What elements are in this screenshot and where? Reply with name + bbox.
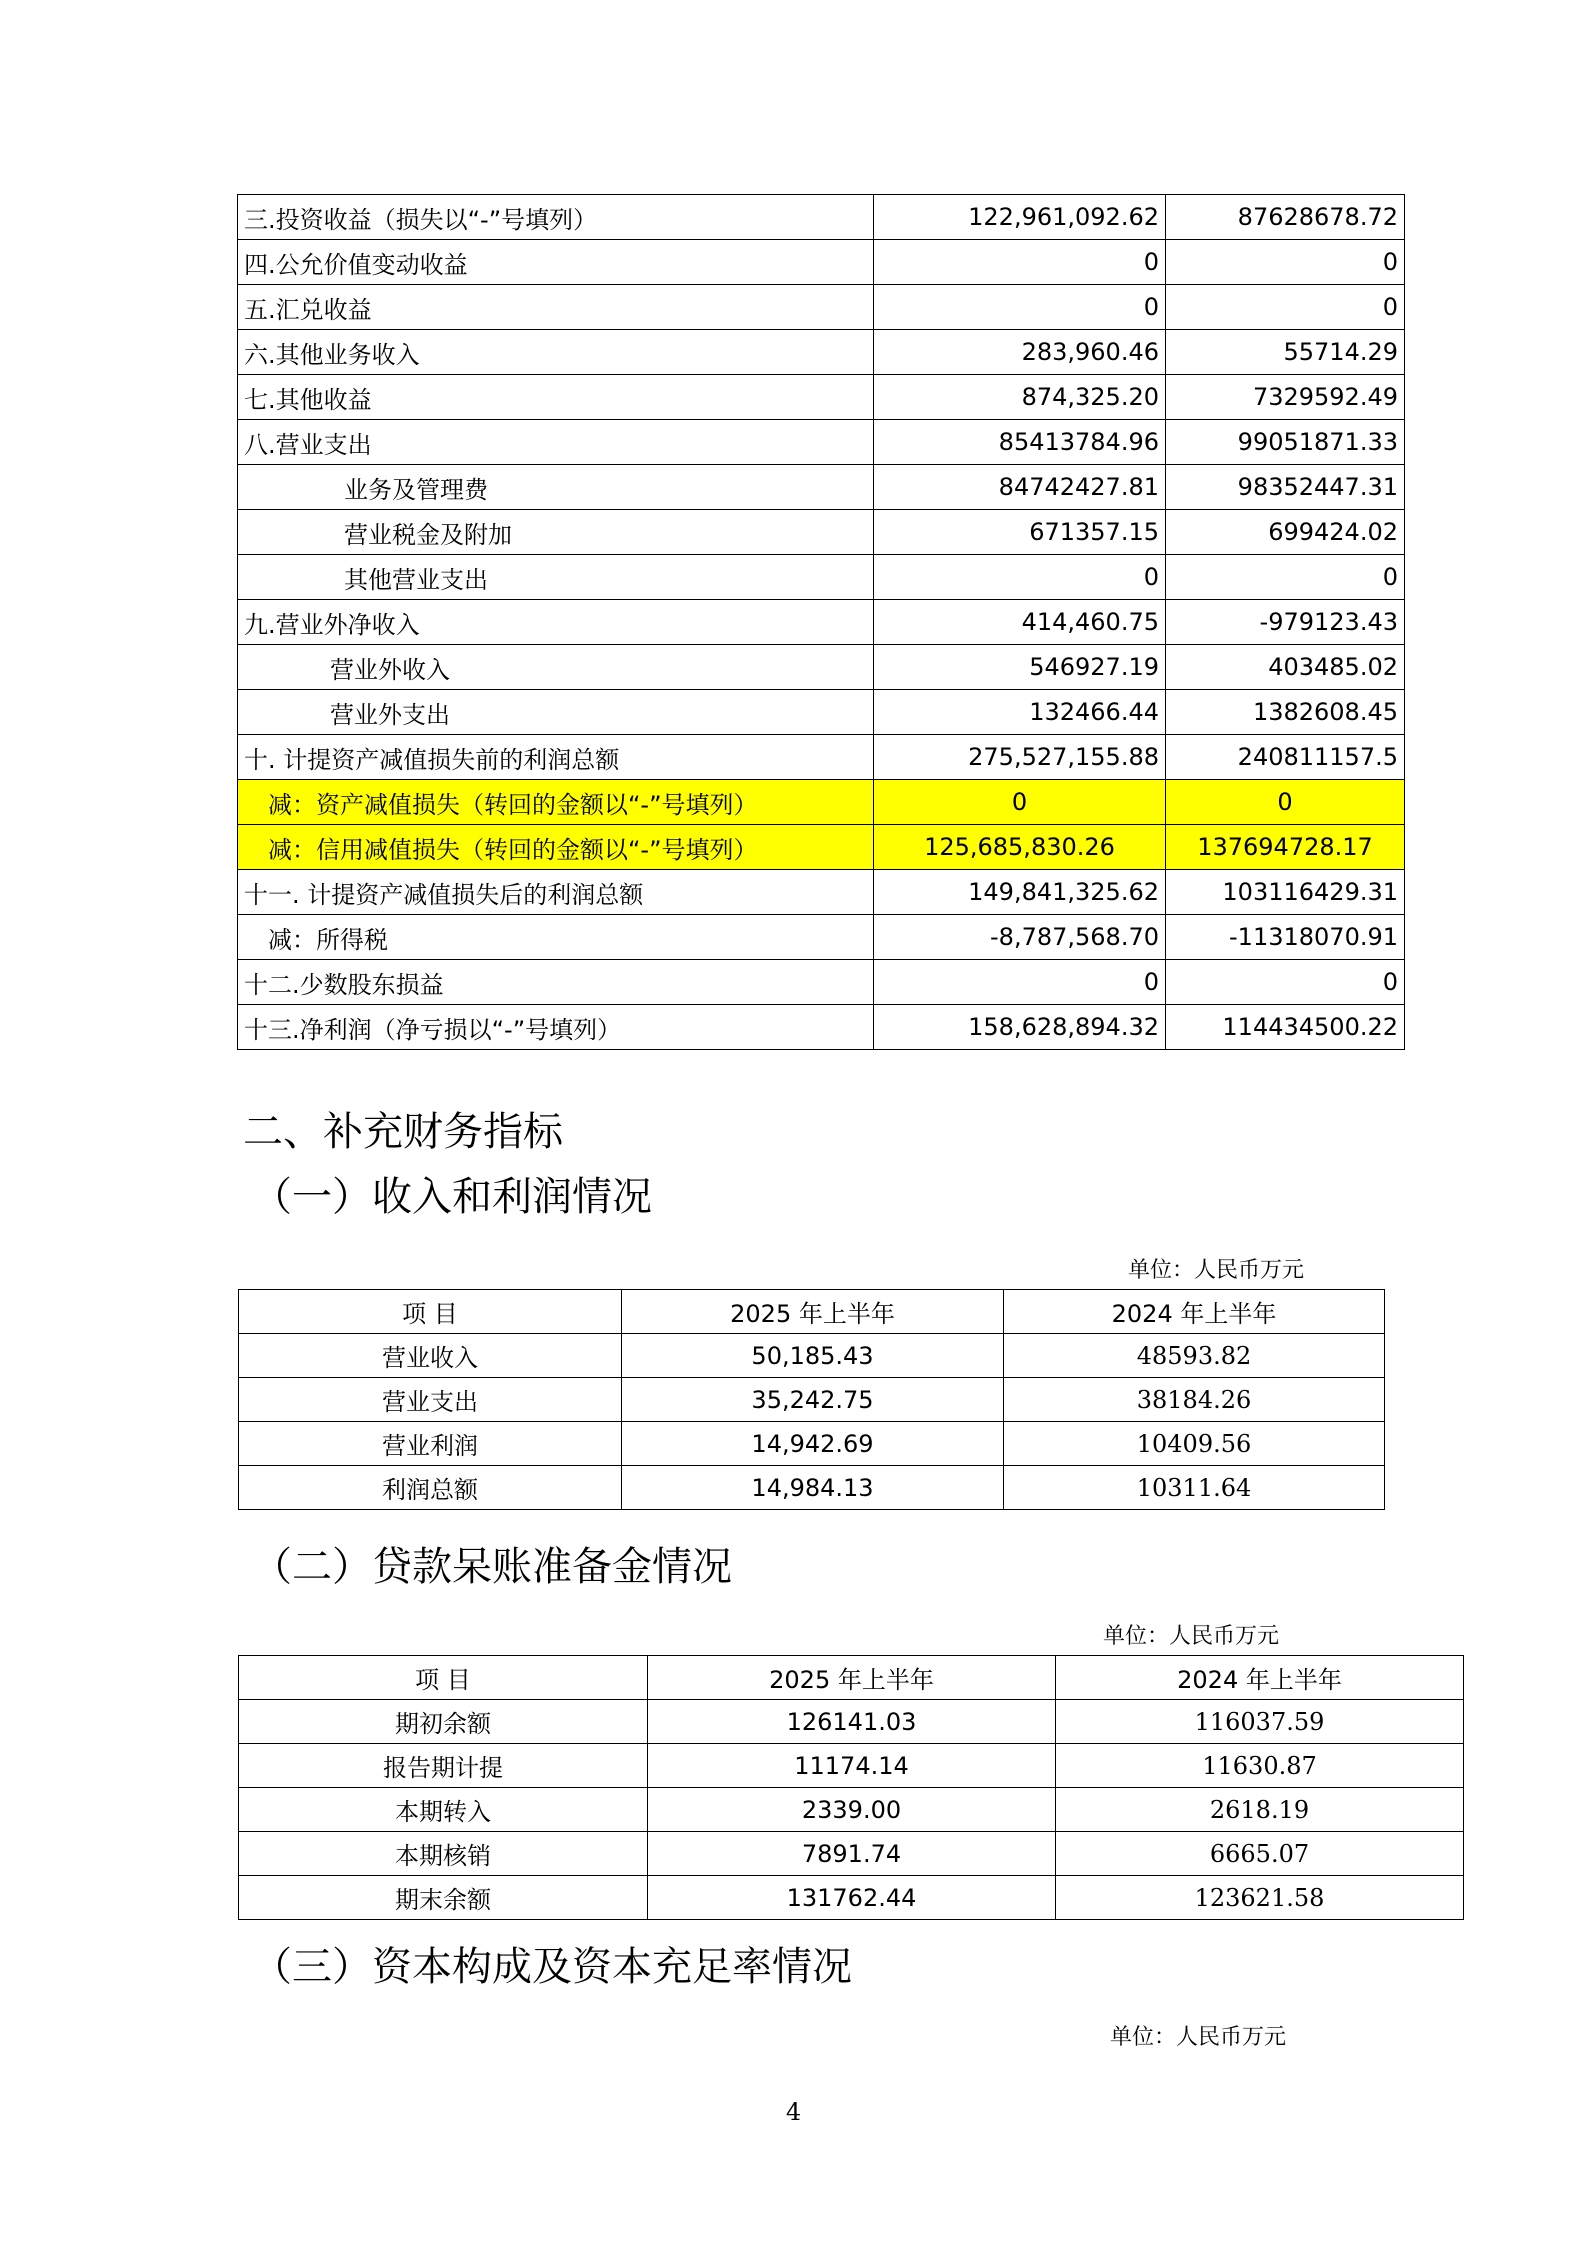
row-label: 业务及管理费 <box>238 465 874 510</box>
row-label: 营业税金及附加 <box>238 510 874 555</box>
section-title-supplementary: 二、补充财务指标 <box>243 1109 563 1155</box>
value-2025: 546927.19 <box>874 645 1166 690</box>
value-2024: -11318070.91 <box>1166 915 1405 960</box>
loan-provision-unit: 单位：人民币万元 <box>1103 1624 1280 1649</box>
column-header: 2024 年上半年 <box>1004 1290 1385 1334</box>
value-2025: 11174.14 <box>648 1744 1056 1788</box>
table-row <box>238 510 1405 555</box>
row-label: 期末余额 <box>239 1876 648 1920</box>
table-row <box>238 735 1405 780</box>
value-2024: 0 <box>1166 780 1405 825</box>
value-2024: 403485.02 <box>1166 645 1405 690</box>
value-2024: 2618.19 <box>1056 1788 1464 1832</box>
value-2024: 10311.64 <box>1004 1466 1385 1510</box>
row-label: 五.汇兑收益 <box>238 285 874 330</box>
value-2024: 699424.02 <box>1166 510 1405 555</box>
row-label: 利润总额 <box>239 1466 622 1510</box>
value-2025: 132466.44 <box>874 690 1166 735</box>
table-row <box>238 780 1405 825</box>
column-header: 2024 年上半年 <box>1056 1656 1464 1700</box>
page-number: 4 <box>785 2098 802 2126</box>
row-label: 营业外收入 <box>238 645 874 690</box>
table-row <box>239 1788 1464 1832</box>
table-row <box>238 645 1405 690</box>
value-2025: 50,185.43 <box>622 1334 1004 1378</box>
column-header: 项 目 <box>239 1656 648 1700</box>
table-row <box>238 960 1405 1005</box>
income-profit-title: （一）收入和利润情况 <box>252 1174 652 1220</box>
row-label: 十三.净利润（净亏损以“-”号填列） <box>238 1005 874 1050</box>
table-row <box>239 1378 1385 1422</box>
header-row <box>239 1656 1464 1700</box>
table-row <box>238 555 1405 600</box>
table-row <box>239 1334 1385 1378</box>
table-row <box>239 1700 1464 1744</box>
loan-provision-table <box>238 1655 1464 1920</box>
row-label: 减：资产减值损失（转回的金额以“-”号填列） <box>238 780 874 825</box>
value-2025: 14,942.69 <box>622 1422 1004 1466</box>
value-2024: 1382608.45 <box>1166 690 1405 735</box>
row-label: 营业外支出 <box>238 690 874 735</box>
row-label: 四.公允价值变动收益 <box>238 240 874 285</box>
value-2024: 103116429.31 <box>1166 870 1405 915</box>
value-2024: 137694728.17 <box>1166 825 1405 870</box>
value-2025: 874,325.20 <box>874 375 1166 420</box>
row-label: 八.营业支出 <box>238 420 874 465</box>
income-profit-unit: 单位：人民币万元 <box>1128 1258 1305 1283</box>
value-2024: 114434500.22 <box>1166 1005 1405 1050</box>
income-profit-table <box>238 1289 1385 1510</box>
table-row <box>238 195 1405 240</box>
row-label: 十. 计提资产减值损失前的利润总额 <box>238 735 874 780</box>
value-2024: 116037.59 <box>1056 1700 1464 1744</box>
table-row <box>238 420 1405 465</box>
income-statement-table <box>237 194 1405 1050</box>
value-2025: 0 <box>874 780 1166 825</box>
value-2025: 158,628,894.32 <box>874 1005 1166 1050</box>
value-2024: 11630.87 <box>1056 1744 1464 1788</box>
value-2024: 10409.56 <box>1004 1422 1385 1466</box>
value-2025: 125,685,830.26 <box>874 825 1166 870</box>
value-2024: 123621.58 <box>1056 1876 1464 1920</box>
capital-title: （三）资本构成及资本充足率情况 <box>252 1944 852 1990</box>
row-label: 本期转入 <box>239 1788 648 1832</box>
value-2025: 275,527,155.88 <box>874 735 1166 780</box>
table-row <box>238 600 1405 645</box>
table-row <box>239 1422 1385 1466</box>
value-2024: 48593.82 <box>1004 1334 1385 1378</box>
value-2025: 35,242.75 <box>622 1378 1004 1422</box>
row-label: 报告期计提 <box>239 1744 648 1788</box>
value-2025: 2339.00 <box>648 1788 1056 1832</box>
table-row <box>238 330 1405 375</box>
income-profit-body <box>239 1290 1385 1510</box>
value-2025: 0 <box>874 240 1166 285</box>
row-label: 营业利润 <box>239 1422 622 1466</box>
row-label: 本期核销 <box>239 1832 648 1876</box>
column-header: 2025 年上半年 <box>622 1290 1004 1334</box>
value-2024: 99051871.33 <box>1166 420 1405 465</box>
value-2025: 126141.03 <box>648 1700 1056 1744</box>
row-label: 减：所得税 <box>238 915 874 960</box>
table-row <box>239 1466 1385 1510</box>
row-label: 九.营业外净收入 <box>238 600 874 645</box>
value-2024: 0 <box>1166 555 1405 600</box>
value-2024: 0 <box>1166 960 1405 1005</box>
value-2024: 98352447.31 <box>1166 465 1405 510</box>
value-2025: 85413784.96 <box>874 420 1166 465</box>
table-row <box>238 240 1405 285</box>
table-row <box>238 825 1405 870</box>
table-row <box>239 1832 1464 1876</box>
value-2024: -979123.43 <box>1166 600 1405 645</box>
row-label: 其他营业支出 <box>238 555 874 600</box>
loan-provision-body <box>239 1656 1464 1920</box>
row-label: 营业收入 <box>239 1334 622 1378</box>
table-row <box>238 465 1405 510</box>
value-2025: 7891.74 <box>648 1832 1056 1876</box>
row-label: 三.投资收益（损失以“-”号填列） <box>238 195 874 240</box>
row-label: 十二.少数股东损益 <box>238 960 874 1005</box>
row-label: 七.其他收益 <box>238 375 874 420</box>
loan-provision-title: （二）贷款呆账准备金情况 <box>252 1544 732 1590</box>
value-2024: 240811157.5 <box>1166 735 1405 780</box>
table-row <box>238 285 1405 330</box>
value-2025: 122,961,092.62 <box>874 195 1166 240</box>
table-row <box>238 870 1405 915</box>
table-row <box>238 690 1405 735</box>
value-2024: 87628678.72 <box>1166 195 1405 240</box>
value-2025: 414,460.75 <box>874 600 1166 645</box>
table-row <box>239 1744 1464 1788</box>
table-row <box>238 915 1405 960</box>
value-2025: 283,960.46 <box>874 330 1166 375</box>
table-row <box>239 1876 1464 1920</box>
row-label: 营业支出 <box>239 1378 622 1422</box>
value-2024: 0 <box>1166 285 1405 330</box>
capital-unit: 单位：人民币万元 <box>1110 2025 1287 2050</box>
row-label: 减：信用减值损失（转回的金额以“-”号填列） <box>238 825 874 870</box>
value-2025: 149,841,325.62 <box>874 870 1166 915</box>
column-header: 项 目 <box>239 1290 622 1334</box>
value-2024: 38184.26 <box>1004 1378 1385 1422</box>
income-statement-body <box>238 195 1405 1050</box>
value-2024: 0 <box>1166 240 1405 285</box>
value-2025: 131762.44 <box>648 1876 1056 1920</box>
row-label: 六.其他业务收入 <box>238 330 874 375</box>
row-label: 十一. 计提资产减值损失后的利润总额 <box>238 870 874 915</box>
value-2024: 6665.07 <box>1056 1832 1464 1876</box>
value-2025: 84742427.81 <box>874 465 1166 510</box>
value-2025: -8,787,568.70 <box>874 915 1166 960</box>
row-label: 期初余额 <box>239 1700 648 1744</box>
column-header: 2025 年上半年 <box>648 1656 1056 1700</box>
value-2025: 0 <box>874 960 1166 1005</box>
table-row <box>238 375 1405 420</box>
header-row <box>239 1290 1385 1334</box>
value-2025: 0 <box>874 285 1166 330</box>
value-2024: 55714.29 <box>1166 330 1405 375</box>
value-2025: 0 <box>874 555 1166 600</box>
value-2025: 671357.15 <box>874 510 1166 555</box>
table-row <box>238 1005 1405 1050</box>
value-2024: 7329592.49 <box>1166 375 1405 420</box>
value-2025: 14,984.13 <box>622 1466 1004 1510</box>
